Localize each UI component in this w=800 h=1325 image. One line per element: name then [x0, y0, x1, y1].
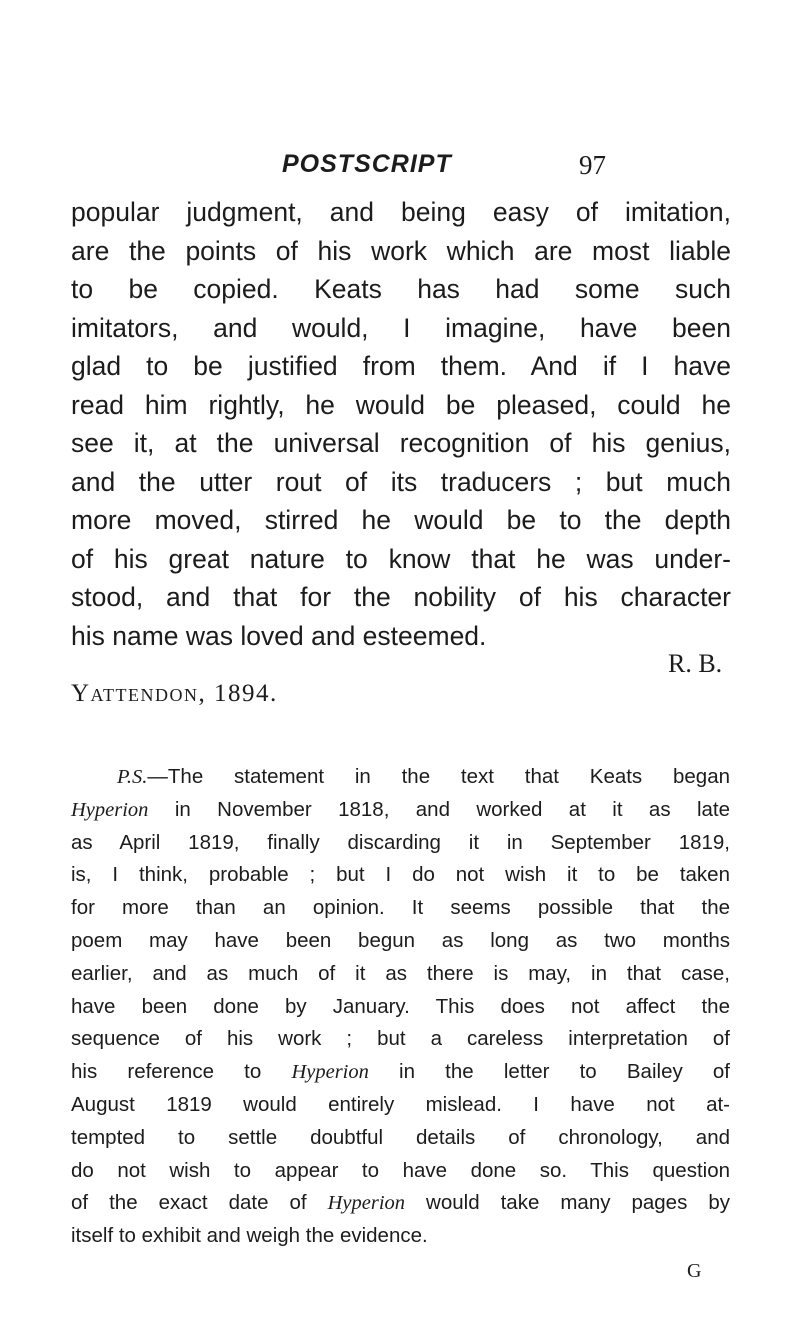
body-line: see it, at the universal recognition of his genius, [71, 428, 731, 458]
postscript-text: —The statement in the text that Keats began [147, 765, 730, 788]
postscript-paragraph [71, 761, 730, 1253]
body-line: stood, and that for the nobility of his character [71, 582, 731, 612]
postscript-line: itself to exhibit and weigh the evidence. [71, 1224, 428, 1248]
body-line: are the points of his work which are most liable [71, 235, 731, 266]
postscript-line [71, 761, 730, 794]
body-line: read him rightly, he would be pleased, could he [71, 389, 731, 420]
body-line: imitators, and would, I imagine, have been [71, 312, 731, 343]
author-initials: R. B. [668, 649, 723, 678]
page-number: 97 [579, 150, 606, 180]
postscript-line [71, 1187, 730, 1220]
postscript-line: for more than an opinion. It seems possible that the [71, 896, 730, 920]
body-line: his name was loved and esteemed. [71, 620, 487, 651]
postscript-line: tempted to settle doubtful details of chronology, and [71, 1125, 730, 1149]
postscript-line [71, 794, 730, 827]
postscript-line: sequence of his work ; but a careless interpretation of [71, 1027, 730, 1051]
postscript-label: P.S. [117, 766, 148, 788]
running-head: POSTSCRIPT [282, 150, 452, 178]
postscript-line: as April 1819, finally discarding it in September 1819, [71, 830, 730, 854]
body-line: more moved, stirred he would be to the depth [71, 505, 731, 535]
poem-title: Hyperion [327, 1192, 406, 1215]
postscript-line: poem may have been begun as long as two months [71, 928, 730, 952]
postscript-line: have been done by January. This does not affect the [71, 994, 730, 1018]
postscript-line: is, I think, probable ; but I do not wish it to be taken [71, 863, 730, 887]
postscript-line: August 1819 would entirely mislead. I have not at- [71, 1092, 730, 1116]
postscript-line [71, 1056, 730, 1089]
poem-title: Hyperion [291, 1061, 369, 1084]
body-line: and the utter rout of its traducers ; but much [71, 466, 731, 497]
postscript-text: in the letter to Bailey of [368, 1060, 730, 1084]
postscript-text: his reference to [71, 1060, 292, 1084]
body-line: of his great nature to know that he was under- [71, 543, 731, 574]
body-line: to be copied. Keats has had some such [71, 274, 731, 304]
postscript-text: in November 1818, and worked at it as late [148, 797, 730, 821]
postscript-text: of the exact date of [71, 1191, 328, 1215]
body-paragraph [71, 193, 731, 655]
poem-title: Hyperion [71, 798, 149, 821]
signature-mark: G [687, 1260, 702, 1282]
postscript-line: do not wish to appear to have done so. This question [71, 1158, 730, 1182]
body-line: popular judgment, and being easy of imitation, [71, 197, 731, 227]
dateline: Yattendon, 1894. [71, 680, 278, 707]
postscript-text: would take many pages by [405, 1191, 730, 1215]
body-line: glad to be justified from them. And if I have [71, 351, 731, 381]
postscript-line: earlier, and as much of it as there is may, in that case, [71, 961, 730, 985]
